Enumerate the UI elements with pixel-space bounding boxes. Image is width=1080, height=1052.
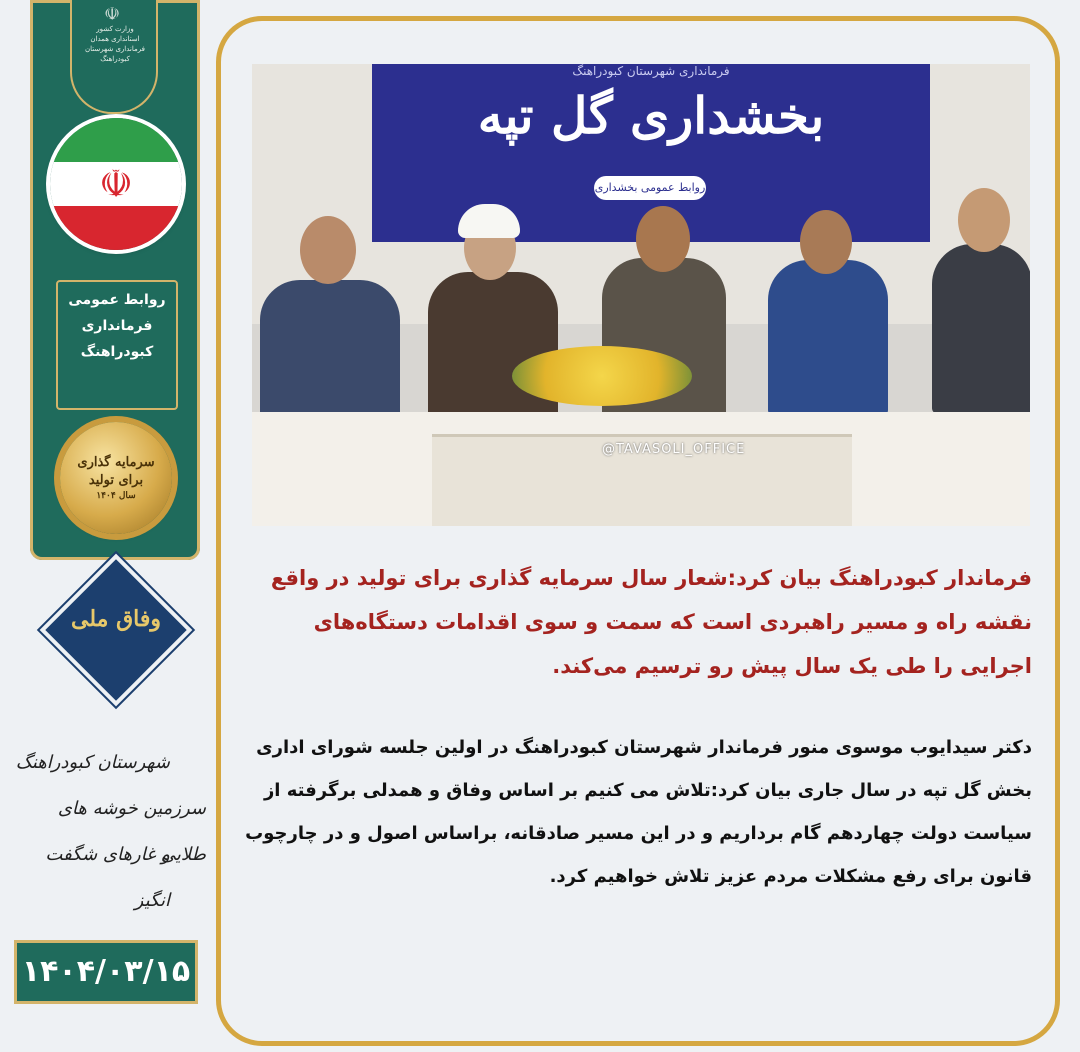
person-silhouette [768, 260, 888, 416]
person-head [800, 210, 852, 274]
iran-flag-icon [50, 118, 182, 250]
person-head [300, 216, 356, 284]
news-headline: فرماندار کبودراهنگ بیان کرد:شعار سال سرمایه گذاری برای تولید در واقع نقشه راه و مسیر راهبردی است که سمت و سوی اقدامات دستگاه‌های اجرایی را طی یک سال پیش رو ترسیم می‌کند. [270, 566, 1032, 678]
flower-arrangement [512, 346, 692, 406]
photo-watermark: @TAVASOLI_OFFICE [602, 442, 746, 457]
banner-title: بخشداری گل تپه [477, 86, 825, 145]
news-body: دکتر سیدایوب موسوی منور فرماندار شهرستان کبودراهنگ در اولین جلسه شورای اداری بخش گل تپه در سال جاری بیان کرد:تلاش می کنیم بر اساس وفاق و همدلی برگرفته از سیاست دولت چهاردهم گام برداریم و در این مسیر صادقانه، براساس اصول و در چارچوب قانون برای رفع مشکلات مردم عزیز تلاش خواهیم کرد. [245, 737, 1032, 887]
vefagh-badge-text: وفاق ملی [71, 606, 161, 632]
label-line: فرمانداری [81, 318, 153, 334]
year-slogan-seal [60, 422, 172, 534]
ministry-line: فرمانداری شهرستان کبودراهنگ [85, 45, 145, 63]
banner-pill: روابط عمومی بخشداری [594, 176, 706, 200]
person-silhouette [932, 244, 1030, 414]
seal-year: سال ۱۴۰۴ [96, 491, 136, 501]
ministry-line: وزارت کشور [96, 25, 134, 33]
calligraphy-slogan [10, 740, 220, 910]
public-relations-label [56, 280, 178, 410]
seal-line: برای تولید [88, 473, 144, 488]
person-silhouette [428, 272, 558, 422]
banner-top-text: فرمانداری شهرستان کبودراهنگ [572, 64, 730, 78]
seal-line: سرمایه گذاری [77, 455, 155, 470]
calligraphy-line: سرزمین خوشه های طلایی [57, 798, 206, 865]
meeting-photo [252, 64, 1030, 526]
flag-emblem-icon: ☫ [98, 161, 134, 206]
ministry-logo-text [78, 24, 152, 64]
label-line: کبودراهنگ [80, 344, 154, 360]
ministry-line: استانداری همدان [90, 35, 140, 43]
calligraphy-line: شهرستان کبودراهنگ [15, 752, 170, 773]
label-line: روابط عمومی [68, 292, 166, 308]
person-head [958, 188, 1010, 252]
person-head [636, 206, 690, 272]
iran-emblem-icon: ☫ [104, 4, 121, 25]
calligraphy-line: و غارهای شگفت انگیز [45, 844, 170, 911]
date-badge: ۱۴۰۴/۰۳/۱۵ [14, 940, 198, 1004]
